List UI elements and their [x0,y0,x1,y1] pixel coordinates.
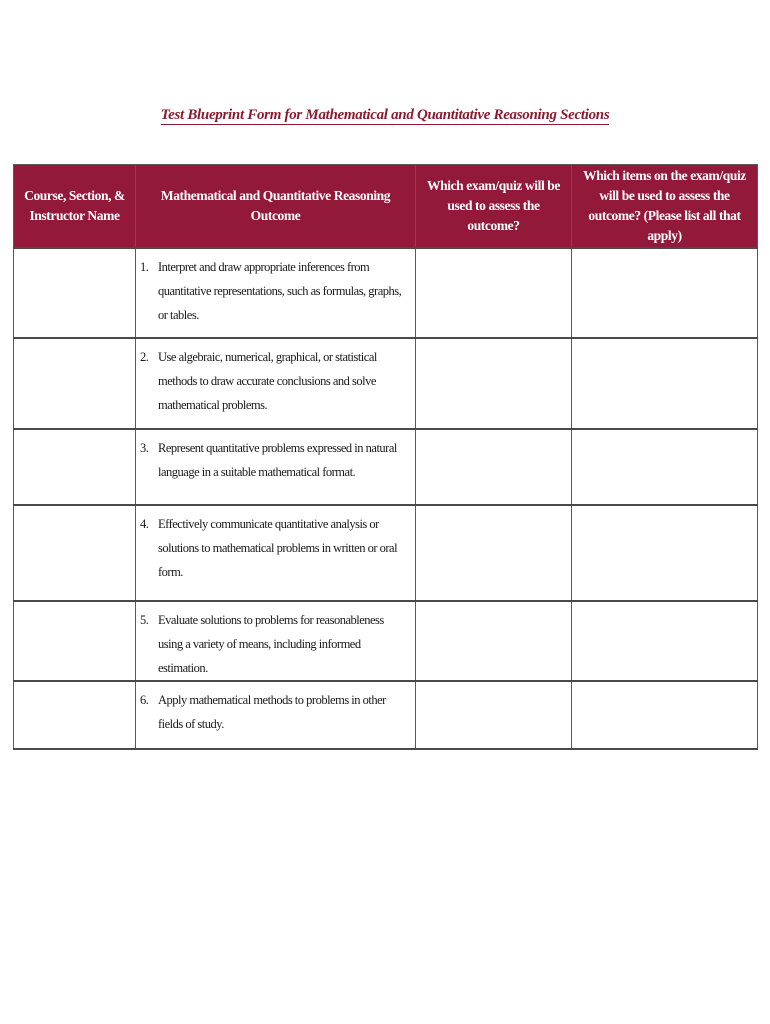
exam-input-cell[interactable] [416,505,572,601]
exam-input-cell[interactable] [416,338,572,429]
outcome-text: Effectively communicate quantitative analysis or solutions to mathematical problems in written or oral form. [158,517,398,579]
outcome-number: 5. [140,613,149,627]
outcome-number: 2. [140,350,149,364]
table-row [14,505,758,601]
header-items: Which items on the exam/quiz will be used to assess the outcome? (Please list all that apply) [572,165,758,249]
outcome-cell [136,248,416,338]
page-title-text: Test Blueprint Form for Mathematical and Quantitative Reasoning Sections [160,107,610,123]
outcome-number: 1. [140,260,149,274]
items-input-cell[interactable] [572,681,758,749]
exam-input-cell[interactable] [416,601,572,681]
outcome-cell [136,681,416,749]
course-input-cell[interactable] [14,248,136,338]
items-input-cell[interactable] [572,429,758,505]
table-row [14,429,758,505]
outcome-cell [136,505,416,601]
table-row [14,248,758,338]
course-input-cell[interactable] [14,681,136,749]
header-outcome: Mathematical and Quantitative Reasoning Outcome [136,165,416,249]
table-row [14,338,758,429]
outcome-number: 3. [140,441,149,455]
outcome-text: Evaluate solutions to problems for reasonableness using a variety of means, including informed estimation. [158,613,384,675]
exam-input-cell[interactable] [416,429,572,505]
outcome-text: Apply mathematical methods to problems in other fields of study. [158,693,386,731]
course-input-cell[interactable] [14,505,136,601]
header-exam: Which exam/quiz will be used to assess the outcome? [416,165,572,249]
header-course: Course, Section, & Instructor Name [14,165,136,249]
items-input-cell[interactable] [572,338,758,429]
outcome-cell [136,338,416,429]
course-input-cell[interactable] [14,338,136,429]
outcome-text: Use algebraic, numerical, graphical, or statistical methods to draw accurate conclusions and solve mathematical problems. [158,350,377,412]
outcome-number: 6. [140,693,149,707]
items-input-cell[interactable] [572,248,758,338]
outcome-text: Represent quantitative problems expressed in natural language in a suitable mathematical format. [158,441,397,479]
outcome-text: Interpret and draw appropriate inferences from quantitative representations, such as formulas, graphs, or tables. [158,260,402,322]
exam-input-cell[interactable] [416,248,572,338]
course-input-cell[interactable] [14,429,136,505]
blueprint-table [13,164,758,750]
course-input-cell[interactable] [14,601,136,681]
table-row [14,681,758,749]
table-row [14,601,758,681]
outcome-cell [136,429,416,505]
page-title [0,107,770,124]
header-row [14,165,758,249]
exam-input-cell[interactable] [416,681,572,749]
outcome-cell [136,601,416,681]
items-input-cell[interactable] [572,505,758,601]
outcome-number: 4. [140,517,149,531]
items-input-cell[interactable] [572,601,758,681]
